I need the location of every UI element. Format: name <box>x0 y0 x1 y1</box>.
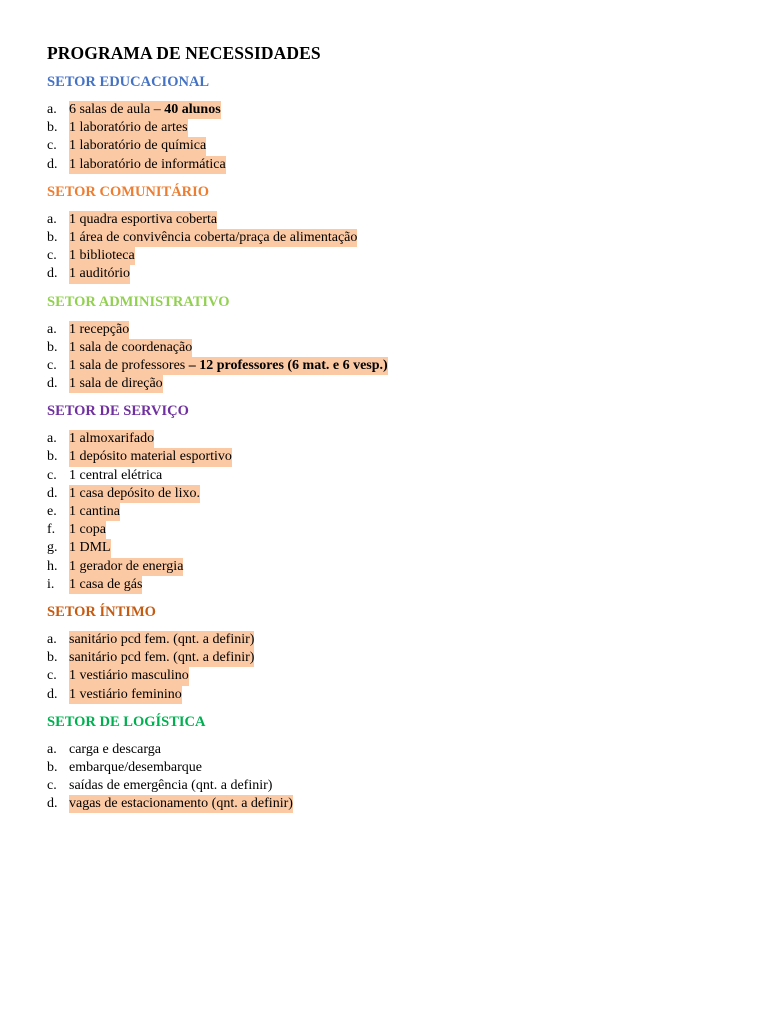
item-list <box>47 211 768 284</box>
highlighted-item-text <box>69 247 135 265</box>
highlighted-item-text <box>69 539 111 557</box>
list-marker: f. <box>47 522 56 538</box>
list-marker: c. <box>47 778 57 794</box>
item-label: 1 casa de gás <box>69 576 143 592</box>
highlighted-item-text <box>69 686 182 704</box>
highlighted-item-text <box>69 503 120 521</box>
item-label: 6 salas de aula – <box>69 102 165 117</box>
document-title: PROGRAMA DE NECESSIDADES <box>47 43 321 63</box>
section-heading: SETOR EDUCACIONAL <box>47 74 210 90</box>
item-label: 1 sala de professores <box>69 357 189 373</box>
highlighted-item-text <box>69 576 142 594</box>
item-label: 1 recepção <box>69 321 130 337</box>
section <box>47 402 768 594</box>
sections-container <box>47 73 768 813</box>
list-marker: a. <box>47 102 57 117</box>
list-item <box>47 576 768 594</box>
highlighted-item-text <box>69 321 129 339</box>
list-marker: d. <box>47 156 58 172</box>
item-label: 1 área de convivência coberta/praça de alimentação <box>69 229 358 245</box>
list-marker: d. <box>47 796 58 812</box>
item-label: 1 laboratório de química <box>69 138 207 154</box>
highlighted-item-text <box>69 265 130 283</box>
list-item <box>47 375 768 393</box>
list-marker: b. <box>47 229 58 245</box>
item-label: embarque/desembarque <box>69 759 202 775</box>
item-text <box>69 759 202 777</box>
item-list <box>47 321 768 394</box>
item-label: 1 gerador de energia <box>69 558 184 574</box>
list-item <box>47 137 768 155</box>
item-text <box>69 741 161 759</box>
section <box>47 183 768 284</box>
list-marker: e. <box>47 504 57 519</box>
list-item <box>47 558 768 576</box>
section-heading: SETOR DE LOGÍSTICA <box>47 713 206 730</box>
list-item <box>47 119 768 137</box>
list-item <box>47 649 768 667</box>
list-item <box>47 101 768 119</box>
item-list <box>47 741 768 814</box>
list-item <box>47 539 768 557</box>
list-marker: b. <box>47 339 58 355</box>
highlighted-item-text <box>69 357 388 375</box>
highlighted-item-text <box>69 101 221 119</box>
list-item <box>47 741 768 759</box>
item-label: carga e descarga <box>69 741 161 757</box>
list-item <box>47 265 768 283</box>
highlighted-item-text <box>69 521 106 539</box>
item-label: sanitário pcd fem. (qnt. a definir) <box>69 650 255 666</box>
list-marker: a. <box>47 741 57 757</box>
item-emphasis: – 12 professores (6 mat. e 6 vesp.) <box>188 357 388 373</box>
list-marker: a. <box>47 631 57 647</box>
list-item <box>47 229 768 247</box>
list-marker: d. <box>47 266 58 282</box>
list-item <box>47 247 768 265</box>
item-label: 1 cantina <box>69 504 120 519</box>
item-list <box>47 101 768 174</box>
item-label: 1 vestiário masculino <box>69 668 189 684</box>
highlighted-item-text <box>69 667 189 685</box>
item-label: 1 almoxarifado <box>69 431 155 447</box>
item-label: 1 biblioteca <box>69 248 135 264</box>
item-label: 1 sala de direção <box>69 376 163 392</box>
list-marker: a. <box>47 321 57 337</box>
highlighted-item-text <box>69 119 188 137</box>
list-item <box>47 667 768 685</box>
section-heading: SETOR COMUNITÁRIO <box>47 183 210 200</box>
list-item <box>47 521 768 539</box>
list-marker: a. <box>47 431 57 447</box>
list-item <box>47 211 768 229</box>
highlighted-item-text <box>69 631 254 649</box>
list-item <box>47 759 768 777</box>
section <box>47 713 768 814</box>
item-label: 1 copa <box>69 522 106 538</box>
list-item <box>47 339 768 357</box>
item-text <box>69 467 162 485</box>
highlighted-item-text <box>69 211 217 229</box>
list-item <box>47 686 768 704</box>
list-marker: d. <box>47 485 58 501</box>
highlighted-item-text <box>69 137 206 155</box>
item-label: 1 central elétrica <box>69 467 163 483</box>
highlighted-item-text <box>69 649 254 667</box>
item-label: 1 laboratório de artes <box>69 120 188 136</box>
list-marker: b. <box>47 449 58 465</box>
item-label: 1 quadra esportiva coberta <box>69 211 218 227</box>
item-list <box>47 430 768 594</box>
section-heading: SETOR DE SERVIÇO <box>47 403 189 420</box>
list-item <box>47 795 768 813</box>
list-item <box>47 467 768 485</box>
highlighted-item-text <box>69 156 226 174</box>
highlighted-item-text <box>69 558 183 576</box>
section <box>47 603 768 704</box>
list-marker: c. <box>47 467 57 483</box>
list-marker: d. <box>47 376 58 392</box>
item-label: 1 depósito material esportivo <box>69 449 232 465</box>
section-heading: SETOR ADMINISTRATIVO <box>47 293 230 310</box>
list-item <box>47 357 768 375</box>
list-marker: b. <box>47 650 58 666</box>
list-item <box>47 321 768 339</box>
section-heading: SETOR ÍNTIMO <box>47 603 156 620</box>
highlighted-item-text <box>69 448 232 466</box>
list-item <box>47 448 768 466</box>
list-item <box>47 503 768 521</box>
list-item <box>47 485 768 503</box>
list-marker: h. <box>47 558 58 574</box>
section <box>47 73 768 174</box>
item-label: 1 sala de coordenação <box>69 339 193 355</box>
list-item <box>47 777 768 795</box>
highlighted-item-text <box>69 795 293 813</box>
list-item <box>47 631 768 649</box>
item-emphasis: 40 alunos <box>164 102 221 117</box>
list-item <box>47 156 768 174</box>
list-marker: c. <box>47 357 57 373</box>
list-marker: g. <box>47 540 58 556</box>
highlighted-item-text <box>69 485 200 503</box>
item-label: saídas de emergência (qnt. a definir) <box>69 778 273 794</box>
list-marker: c. <box>47 138 57 154</box>
highlighted-item-text <box>69 375 163 393</box>
item-label: sanitário pcd fem. (qnt. a definir) <box>69 631 255 647</box>
item-label: 1 DML <box>69 540 111 556</box>
item-label: vagas de estacionamento (qnt. a definir) <box>69 796 293 812</box>
item-label: 1 laboratório de informática <box>69 156 226 172</box>
item-label: 1 vestiário feminino <box>69 686 182 702</box>
list-marker: i. <box>47 576 55 592</box>
item-list <box>47 631 768 704</box>
section <box>47 293 768 394</box>
list-marker: d. <box>47 686 58 702</box>
highlighted-item-text <box>69 339 192 357</box>
item-label: 1 casa depósito de lixo. <box>69 485 201 501</box>
list-marker: b. <box>47 759 58 775</box>
list-marker: c. <box>47 248 57 264</box>
item-label: 1 auditório <box>69 266 131 282</box>
item-text <box>69 777 272 795</box>
list-item <box>47 430 768 448</box>
list-marker: b. <box>47 120 58 136</box>
list-marker: c. <box>47 668 57 684</box>
highlighted-item-text <box>69 430 154 448</box>
highlighted-item-text <box>69 229 357 247</box>
list-marker: a. <box>47 211 57 227</box>
